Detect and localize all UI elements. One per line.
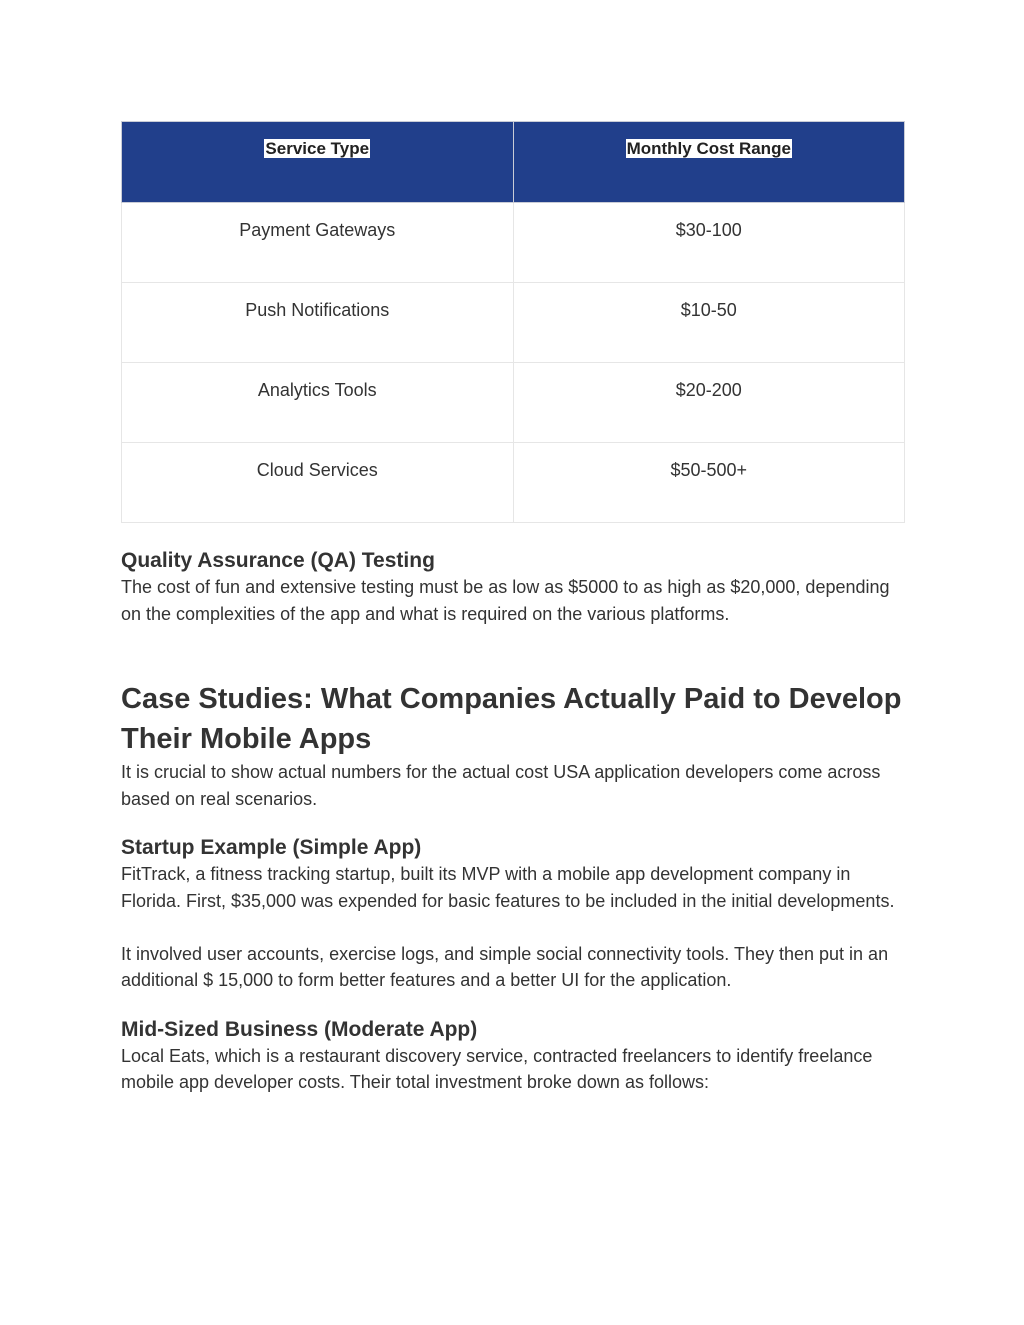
mid-sized-business-paragraph: Local Eats, which is a restaurant discovery service, contracted freelancers to identify freelance mobile app developer costs. Their total investment broke down as follows: [121, 1045, 873, 1092]
document-page [121, 121, 905, 1096]
qa-testing-heading: Quality Assurance (QA) Testing [121, 549, 435, 572]
case-studies-heading: Case Studies: What Companies Actually Paid to Develop Their Mobile Apps [121, 683, 902, 755]
header-service-type [122, 122, 514, 203]
startup-example-heading: Startup Example (Simple App) [121, 836, 422, 859]
qa-testing-paragraph: The cost of fun and extensive testing must be as low as $5000 to as high as $20,000, depending on the complexities of the app and what is required on the various platforms. [121, 577, 890, 624]
startup-paragraph-2: It involved user accounts, exercise logs, and simple social connectivity tools. They then put in an additional $ 15,000 to form better features and a better UI for the application. [121, 943, 889, 990]
table-cell-cost: $30-100 [513, 203, 905, 283]
table-cell-service: Push Notifications [122, 283, 514, 363]
header-monthly-cost-label: Monthly Cost Range [626, 139, 791, 158]
table-cell-cost: $20-200 [513, 363, 905, 443]
mid-sized-business-heading: Mid-Sized Business (Moderate App) [121, 1017, 478, 1041]
service-cost-table [121, 121, 905, 523]
table-cell-service: Cloud Services [122, 443, 514, 523]
paragraph-spacer [121, 914, 905, 941]
case-studies-intro: It is crucial to show actual numbers for the actual cost USA application developers come across based on real scenarios. [121, 762, 881, 809]
table-row [122, 443, 905, 523]
table-cell-cost: $50-500+ [513, 443, 905, 523]
startup-paragraph-1: FitTrack, a fitness tracking startup, built its MVP with a mobile app development company in Florida. First, $35,000 was expended for basic features to be included in the initial developments. [121, 864, 895, 911]
table-row [122, 203, 905, 283]
table-cell-cost: $10-50 [513, 283, 905, 363]
header-service-type-label: Service Type [265, 139, 370, 158]
header-monthly-cost-range [513, 122, 905, 203]
table-cell-service: Analytics Tools [122, 363, 514, 443]
table-row [122, 283, 905, 363]
table-header-row [122, 122, 905, 203]
table-row [122, 363, 905, 443]
table-cell-service: Payment Gateways [122, 203, 514, 283]
